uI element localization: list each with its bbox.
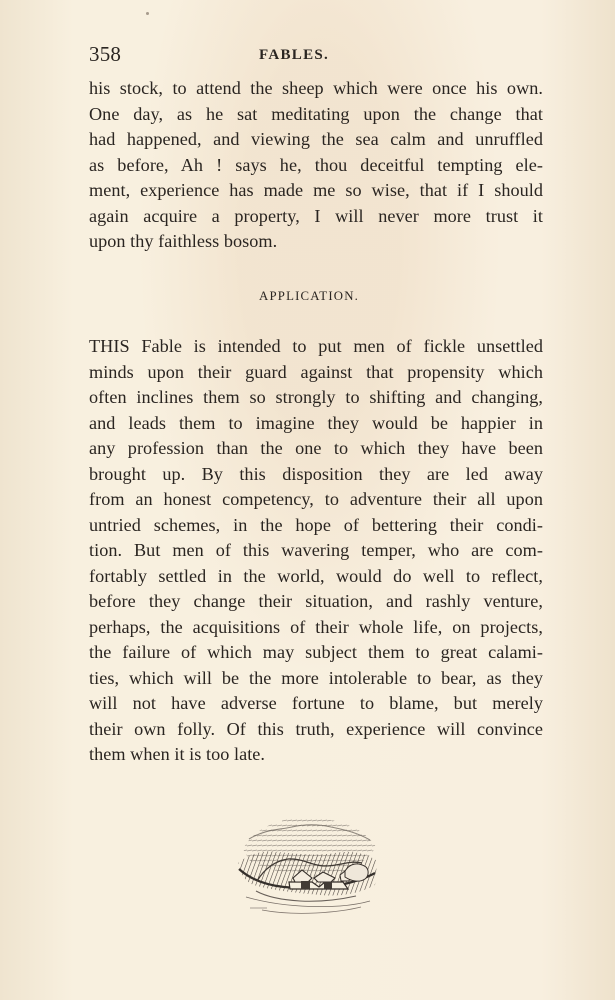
page-header: [89, 44, 549, 72]
application-line-5: any profession than the one to which they have been: [89, 438, 543, 458]
application-line-15: will not have adverse fortune to blame, but merely: [89, 693, 543, 713]
application-line-4: and leads them to imagine they would be happier in: [89, 412, 543, 433]
application-line-12: perhaps, the acquisitions of their whole life, on projects,: [89, 616, 543, 637]
fable-line-7: upon thy faithless bosom.: [89, 231, 278, 251]
application-line-2: minds upon their guard against that propensity which: [89, 361, 543, 382]
application-text: [89, 334, 543, 768]
application-line-10: fortably settled in the world, would do well to reflect,: [89, 565, 543, 586]
fable-line-1: his stock, to attend the sheep which were once his own.: [89, 78, 543, 98]
engraved-vignette-icon: [232, 809, 381, 920]
fable-line-2: One day, as he sat meditating upon the change that: [89, 103, 543, 124]
fable-line-4: as before, Ah ! says he, thou deceitful tempting ele-: [89, 154, 543, 175]
page-number: 358: [89, 42, 122, 66]
application-line-8: untried schemes, in the hope of bettering their condi-: [89, 514, 543, 535]
application-line-7: from an honest competency, to adventure their all upon: [89, 489, 543, 509]
application-heading: APPLICATION.: [259, 289, 360, 303]
application-line-6: brought up. By this disposition they are led away: [89, 463, 543, 484]
page-speck: [146, 12, 149, 15]
application-line-17: them when it is too late.: [89, 744, 266, 764]
application-line-3: often inclines them so strongly to shifting and changing,: [89, 387, 543, 407]
application-line-14: ties, which will be the more intolerable to bear, as they: [89, 667, 543, 688]
running-head: FABLES.: [259, 47, 330, 63]
fable-text: [89, 76, 543, 255]
application-line-16: their own folly. Of this truth, experience will convince: [89, 718, 543, 739]
fable-line-6: again acquire a property, I will never more trust it: [89, 205, 543, 226]
application-line-1: THIS Fable is intended to put men of fickle unsettled: [89, 336, 543, 356]
application-line-11: before they change their situation, and rashly venture,: [89, 591, 543, 611]
fable-line-5: ment, experience has made me so wise, that if I should: [89, 180, 543, 200]
application-line-9: tion. But men of this wavering temper, who are com-: [89, 540, 543, 560]
application-line-13: the failure of which may subject them to great calami-: [89, 642, 543, 662]
fable-line-3: had happened, and viewing the sea calm and unruffled: [89, 129, 543, 149]
